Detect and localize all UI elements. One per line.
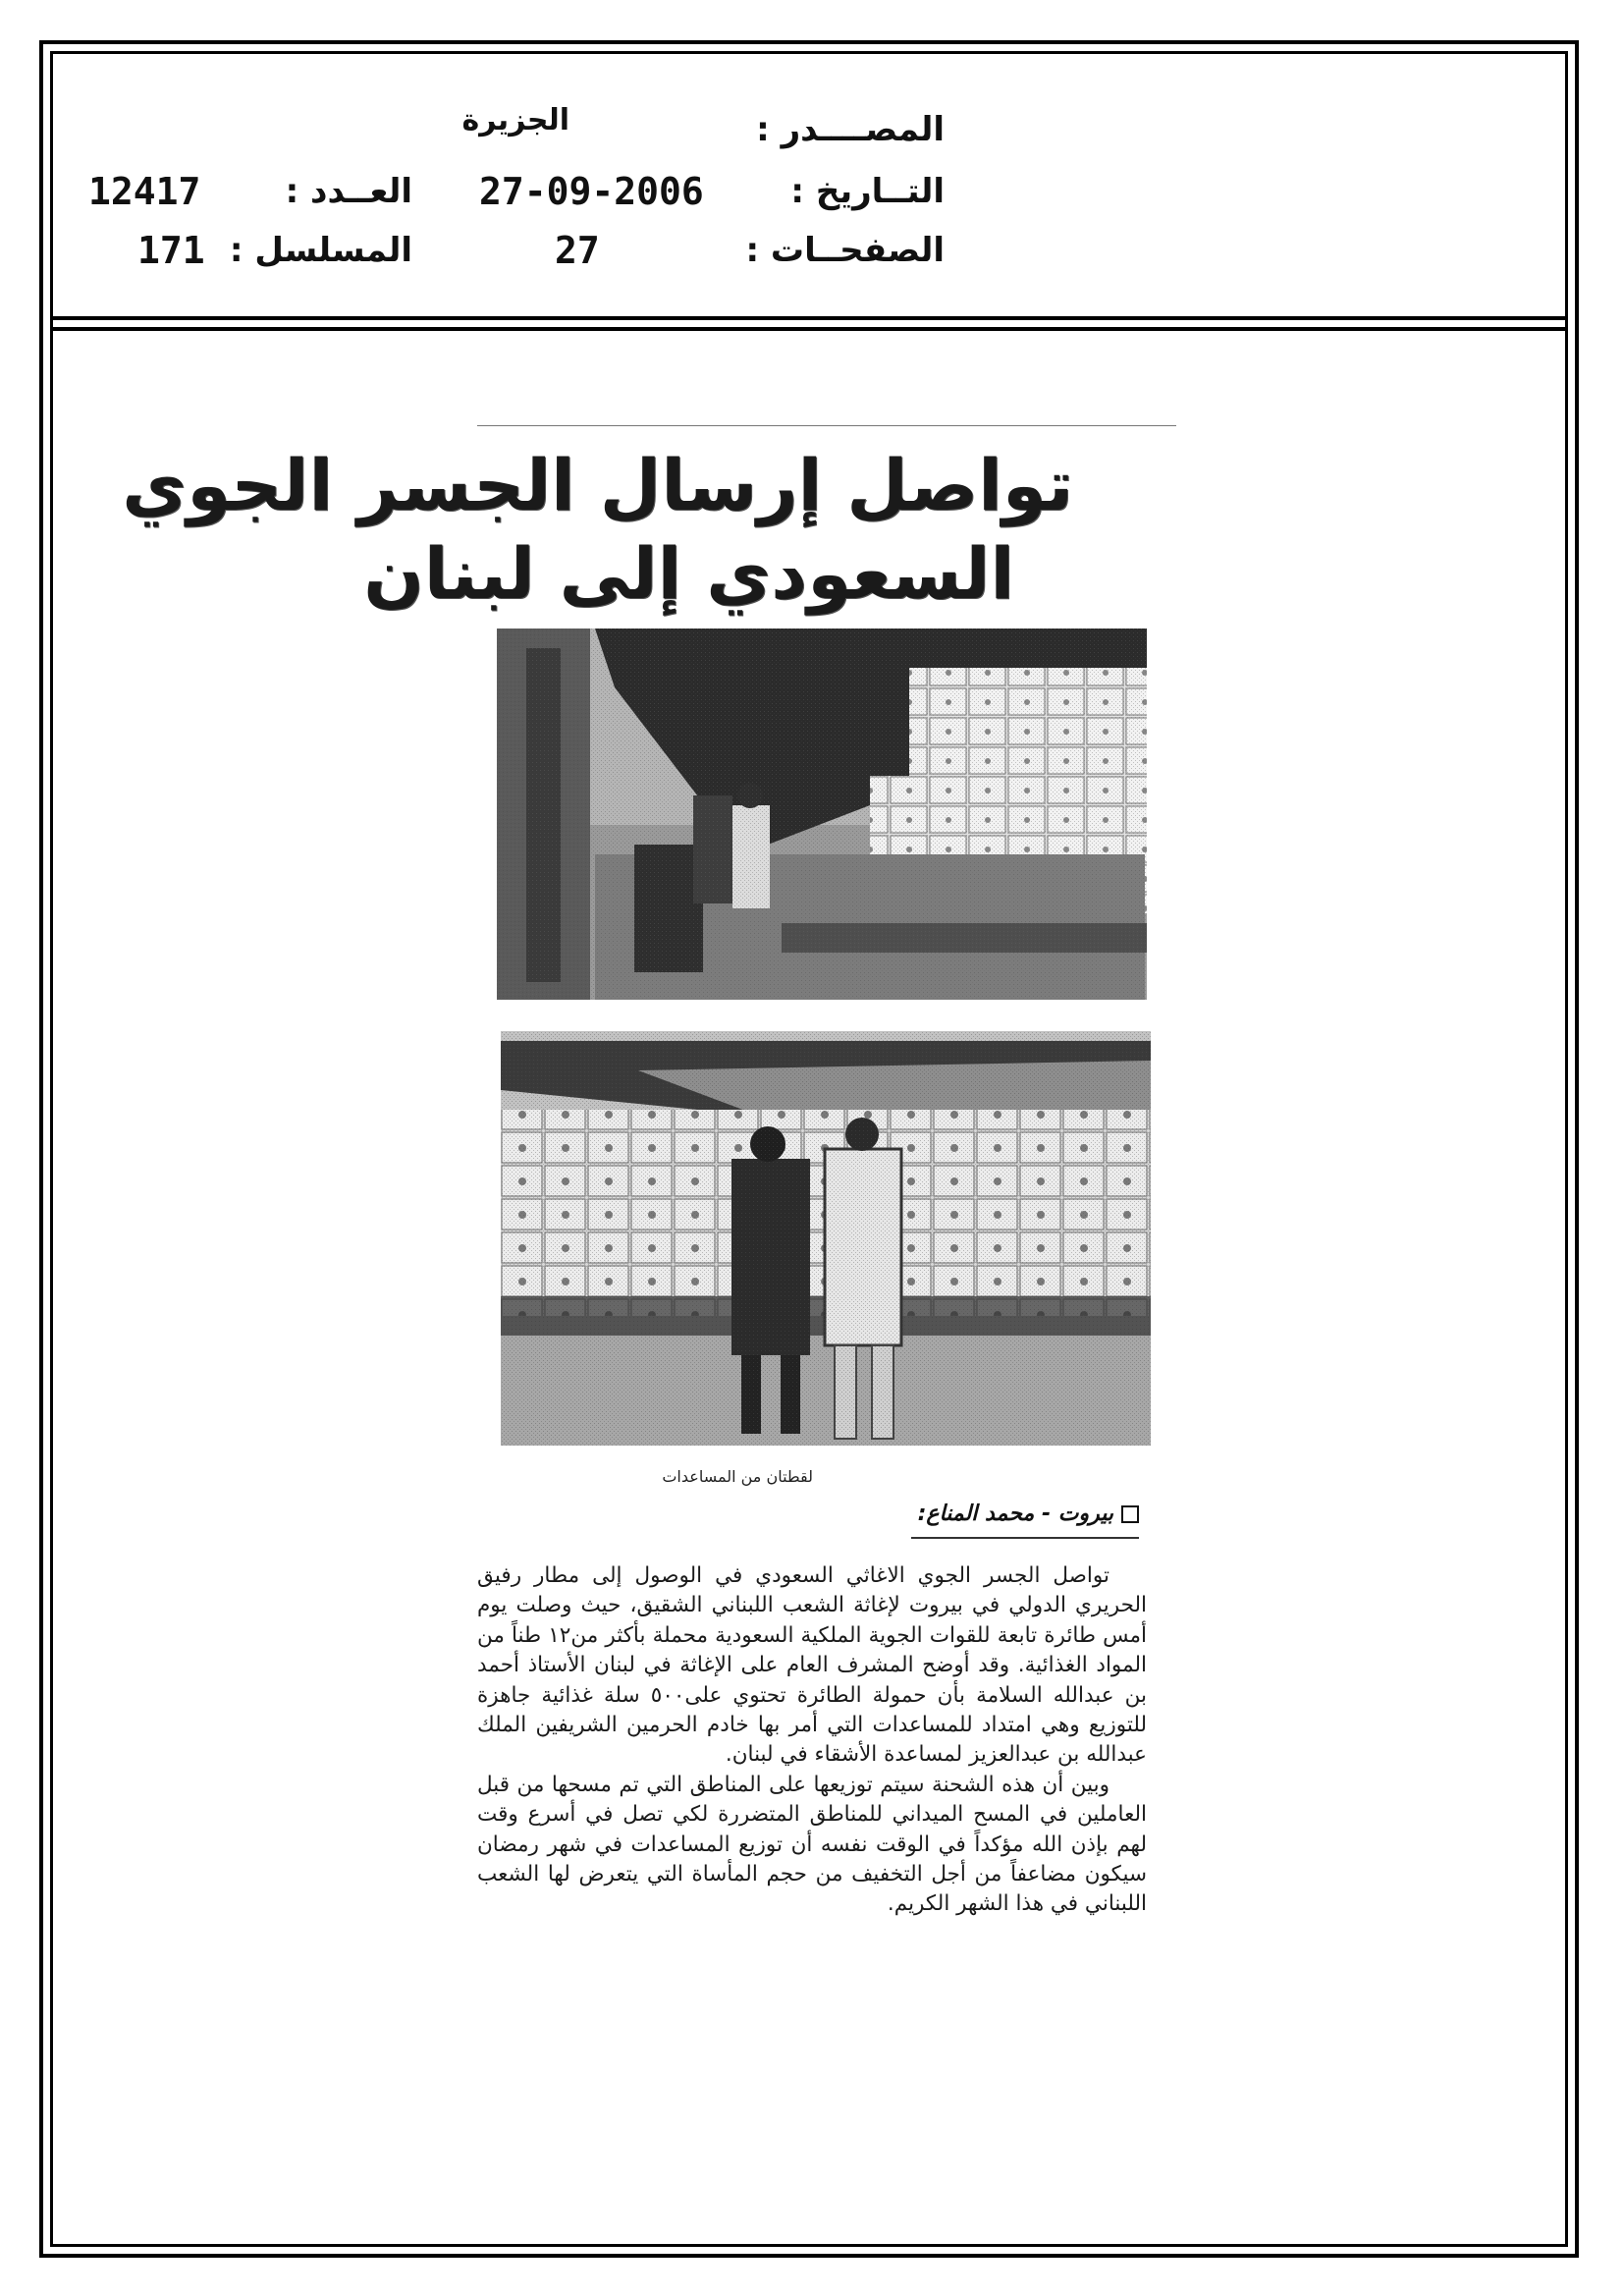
- article-body: [477, 1561, 1147, 1920]
- byline-rule: [911, 1537, 1139, 1539]
- aid-cargo-photo-2: [501, 1031, 1151, 1446]
- bullet-square-icon: [1121, 1505, 1139, 1523]
- issue-value: 12417: [88, 170, 201, 213]
- serial-value: 171: [137, 229, 205, 272]
- article-paragraph-2: وبين أن هذه الشحنة سيتم توزيعها على المناطق التي تم مسحها من قبل العاملين في المسح الميداني للمناطق المتضررة لكي تصل في أسرع وقت لهم بإذن الله مؤكداً في الوقت نفسه أن توزيع المساعدات في شهر رمضان سيكون مضاعفاً من أجل التخفيف من حجم المأساة التي يتعرض لها الشعب اللبناني في هذا الشهر الكريم.: [477, 1772, 1147, 1917]
- headline-line-1: تواصل إرسال الجسر الجوي: [122, 444, 1073, 526]
- serial-label: المسلسل :: [229, 231, 412, 270]
- headline-line-2: السعودي إلى لبنان: [363, 532, 1014, 615]
- source-value: الجزيرة: [461, 103, 569, 137]
- date-value: 27-09-2006: [479, 170, 704, 213]
- source-label: المصــــدر :: [756, 110, 945, 149]
- pages-label: الصفحــات :: [745, 231, 945, 270]
- article-paragraph-1: تواصل الجسر الجوي الاغاثي السعودي في الوصول إلى مطار رفيق الحريري الدولي في بيروت لإغاثة الشعب اللبناني الشقيق، حيث وصلت يوم أمس طائرة تابعة للقوات الجوية الملكية السعودية محملة بأكثر من١٢ طناً من المواد الغذائية. وقد أوضح المشرف العام على الإغاثة في لبنان الأستاذ أحمد بن عبدالله السلامة بأن حمولة الطائرة تحتوي على٥٠٠ سلة غذائية جاهزة للتوزيع وهي امتداد للمساعدات التي أمر بها خادم الحرمين الشريفين الملك عبدالله بن عبدالعزيز لمساعدة الأشقاء في لبنان.: [477, 1563, 1147, 1768]
- byline: [844, 1502, 1139, 1526]
- photo-caption: لقطتان من المساعدات: [662, 1467, 813, 1486]
- pages-value: 27: [555, 229, 600, 272]
- aid-cargo-photo-1-graphic: [497, 629, 1147, 1000]
- issue-label: العــدد :: [285, 172, 412, 211]
- article-top-rule: [477, 425, 1176, 426]
- date-label: التــاريخ :: [790, 172, 945, 211]
- byline-text: بيروت - محمد المناع:: [917, 1502, 1113, 1526]
- header-separator-bottom: [50, 327, 1568, 331]
- aid-cargo-photo-1: [497, 629, 1147, 1000]
- header-separator-top: [50, 316, 1568, 320]
- aid-cargo-photo-2-graphic: [501, 1031, 1151, 1446]
